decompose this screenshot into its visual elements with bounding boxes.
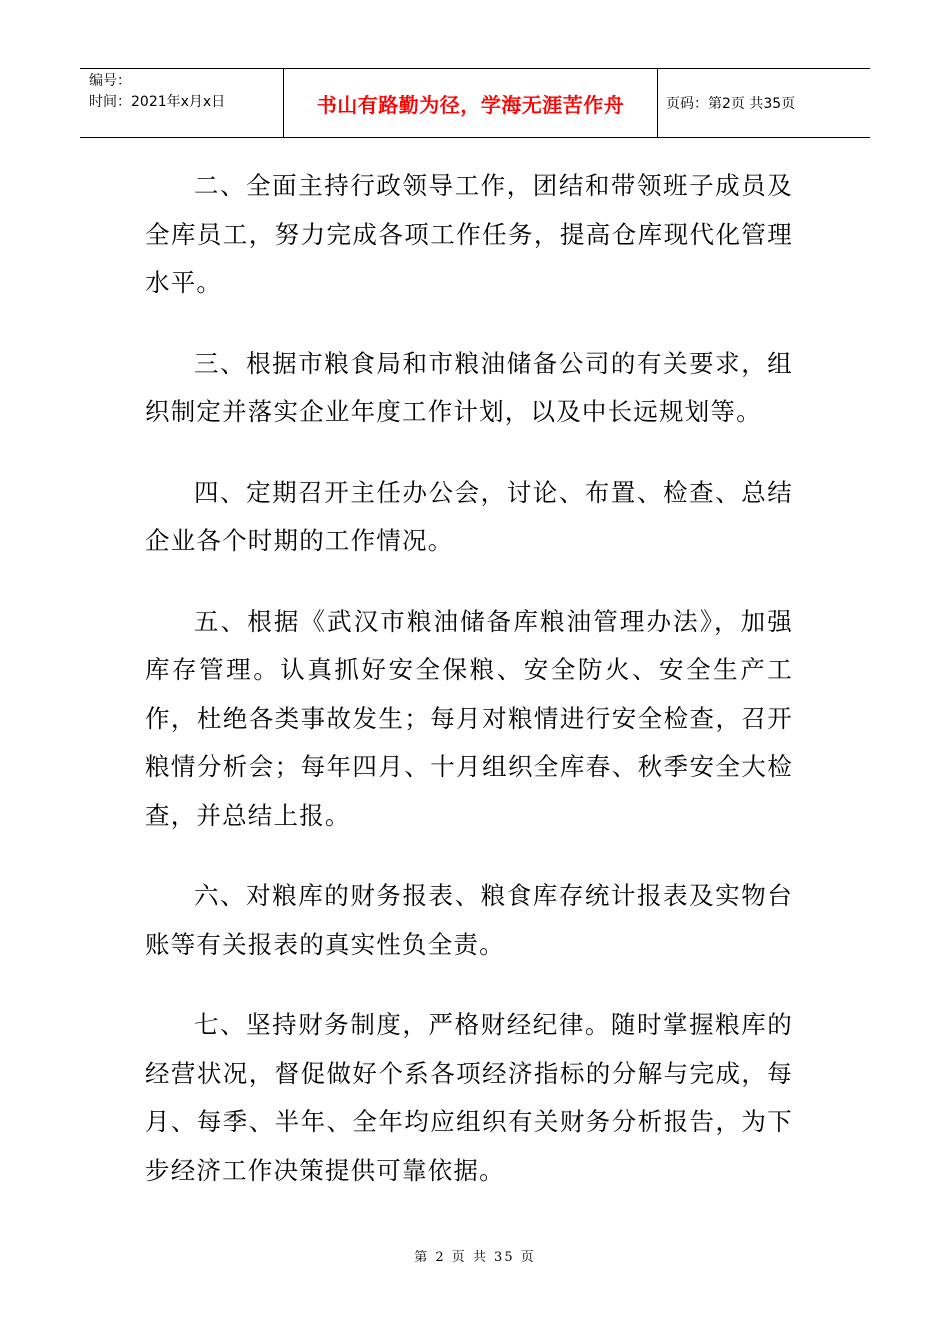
time-label: 时间：2021年x月x日	[89, 94, 226, 110]
page-header	[80, 68, 870, 138]
motto-text: 书山有路勤为径，学海无涯苦作舟	[316, 92, 625, 117]
footer-page-number: 第 2 页 共 35 页	[414, 1250, 536, 1265]
paragraph-3: 三、根据市粮食局和市粮油储备公司的有关要求，组织制定并落实企业年度工作计划，以及中长远规划等。	[145, 348, 793, 426]
header-page-info	[658, 69, 870, 137]
page-info-text: 页码：第2页 共35页	[666, 96, 796, 112]
paragraph-5: 五、根据《武汉市粮油储备库粮油管理办法》，加强库存管理。认真抓好安全保粮、安全防火、安全生产工作，杜绝各类事故发生；每月对粮情进行安全检查，召开粮情分析会；每年四月、十月组织全库春、秋季安全大检查，并总结上报。	[145, 606, 793, 830]
paragraph-4: 四、定期召开主任办公会，讨论、布置、检查、总结企业各个时期的工作情况。	[145, 477, 793, 555]
paragraph-2: 二、全面主持行政领导工作，团结和带领班子成员及全库员工，努力完成各项工作任务，提高仓库现代化管理水平。	[145, 171, 793, 297]
number-label: 编号：	[89, 73, 131, 89]
header-motto-cell	[283, 69, 658, 137]
paragraph-6: 六、对粮库的财务报表、粮食库存统计报表及实物台账等有关报表的真实性负全责。	[145, 881, 793, 959]
document-body	[145, 162, 793, 1227]
paragraph-7: 七、坚持财务制度，严格财经纪律。随时掌握粮库的经营状况，督促做好个系各项经济指标的分解与完成，每月、每季、半年、全年均应组织有关财务分析报告，为下步经济工作决策提供可靠依据。	[145, 1010, 793, 1185]
page-footer	[0, 1246, 950, 1265]
header-meta	[80, 69, 283, 137]
